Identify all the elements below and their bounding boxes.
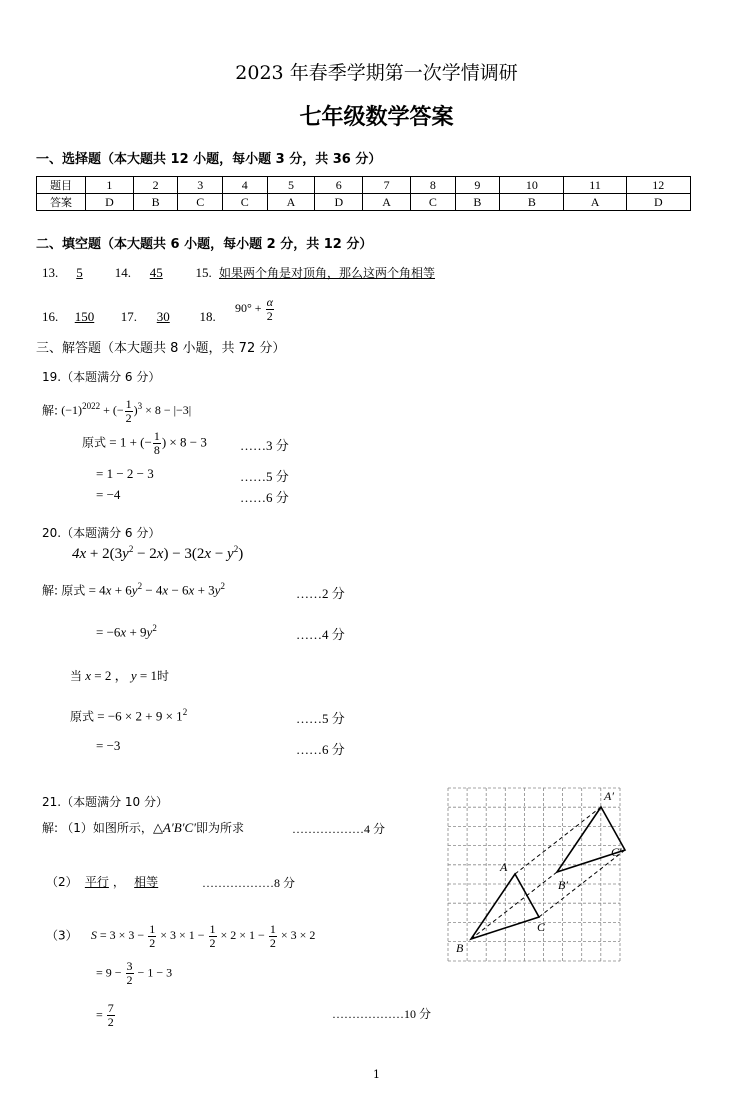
q18-number: 18. bbox=[199, 309, 216, 325]
q19-step2: = 1 − 2 − 3 bbox=[96, 466, 154, 481]
q17-answer: 30 bbox=[156, 309, 170, 325]
table-cell: 11 bbox=[564, 177, 626, 194]
table-cell: 5 bbox=[267, 177, 315, 194]
table-cell: 9 bbox=[455, 177, 500, 194]
table-cell: A bbox=[267, 194, 315, 211]
q21-part2: （2） 平行 ， 相等 bbox=[46, 873, 164, 890]
table-cell: 3 bbox=[178, 177, 223, 194]
table-cell: C bbox=[222, 194, 267, 211]
q20-step2: = $-6x + 9y^2$ bbox=[96, 623, 157, 640]
q19-score3: ……3 分 bbox=[240, 438, 289, 453]
document-title: 2023 年春季学期第一次学情调研 bbox=[235, 62, 518, 84]
q21-step3: = $\frac{7}{2}$ bbox=[96, 1001, 114, 1029]
table-cell: 1 bbox=[86, 177, 134, 194]
table-cell: B bbox=[133, 194, 178, 211]
table-cell: 6 bbox=[315, 177, 363, 194]
section1-title: 一、选择题（本大题共 12 小题，每小题 3 分，共 36 分） bbox=[36, 152, 382, 167]
q16-number: 16. bbox=[42, 309, 59, 325]
table-cell: B bbox=[500, 194, 564, 211]
q20-score4: ……4 分 bbox=[296, 627, 345, 642]
table-cell: D bbox=[626, 194, 690, 211]
q20-step3: 原式 = $-6 \times 2 + 9 \times 1^2$ bbox=[70, 707, 188, 724]
q20-score5: ……5 分 bbox=[296, 711, 345, 726]
table-cell: D bbox=[315, 194, 363, 211]
q19-head: 19.（本题满分 6 分） bbox=[42, 370, 161, 384]
label-b: B bbox=[456, 941, 464, 955]
label-a: A bbox=[500, 860, 508, 874]
q21-head: 21.（本题满分 10 分） bbox=[42, 795, 168, 809]
section3-title: 三、解答题（本大题共 8 小题，共 72 分） bbox=[36, 341, 286, 356]
q20-result: = −3 bbox=[96, 738, 121, 753]
table-cell: 7 bbox=[363, 177, 411, 194]
q19-problem: 解: $(-1)^{2022}$ + (− $\frac{1}{2}$ )$^3$ × 8 − |−3| bbox=[42, 397, 192, 425]
q20-score2: ……2 分 bbox=[296, 586, 345, 601]
fill-row-1 bbox=[42, 264, 449, 281]
label-c-prime: C′ bbox=[611, 845, 622, 859]
triangle-a1b1c1 bbox=[557, 807, 625, 872]
q21-step2: = 9 − $\frac{3}{2}$ − 1 − 3 bbox=[96, 959, 173, 987]
row-label-a: 答案 bbox=[37, 194, 86, 211]
q13-number: 13. bbox=[42, 265, 59, 280]
triangle-grid-figure bbox=[444, 784, 630, 964]
q21-score8: ………………8 分 bbox=[202, 876, 296, 890]
q18-answer: 90° + $\frac{\alpha}{2}$ bbox=[235, 295, 273, 323]
q21-answer-parallel: 平行 bbox=[84, 875, 109, 889]
q15-answer: 如果两个角是对顶角，那么这两个角相等 bbox=[219, 266, 436, 280]
q21-answer-equal: 相等 bbox=[134, 875, 159, 889]
q13-answer: 5 bbox=[76, 265, 83, 280]
table-row-answers bbox=[37, 194, 691, 211]
q15-number: 15. bbox=[195, 265, 212, 280]
table-cell: C bbox=[411, 194, 456, 211]
q20-problem: $4x + 2(3y^2 - 2x) - 3(2x - y^2)$ bbox=[72, 544, 244, 562]
q20-condition: 当 x = 2 ， y = 1时 bbox=[70, 668, 170, 683]
fill-row-2 bbox=[42, 296, 275, 323]
q21-part1: 解: （1）如图所示，△A′B′C′即为所求 bbox=[42, 820, 245, 835]
label-b-prime: B′ bbox=[558, 878, 568, 892]
label-a-prime: A′ bbox=[604, 789, 614, 803]
document-subtitle: 七年级数学答案 bbox=[299, 105, 454, 130]
q20-head: 20.（本题满分 6 分） bbox=[42, 526, 161, 540]
q20-score6: ……6 分 bbox=[296, 742, 345, 757]
q19-step3: = −4 bbox=[96, 487, 121, 502]
table-cell: A bbox=[363, 194, 411, 211]
q19-score5: ……5 分 bbox=[240, 469, 289, 484]
q17-number: 17. bbox=[120, 309, 137, 325]
q14-answer: 45 bbox=[149, 265, 163, 280]
page-number: 1 bbox=[373, 1068, 380, 1081]
table-cell: 8 bbox=[411, 177, 456, 194]
section2-title: 二、填空题（本大题共 6 小题，每小题 2 分，共 12 分） bbox=[36, 237, 373, 252]
q21-part3: （3） S = 3 × 3 − $\frac{1}{2}$ × 3 × 1 − $\frac{1}{2}$ × 2 × 1 − $\frac{1}{2}$ × 3 × 2 bbox=[46, 922, 316, 950]
q16-answer: 150 bbox=[74, 309, 95, 325]
q19-score6: ……6 分 bbox=[240, 490, 289, 505]
row-label-q: 题目 bbox=[37, 177, 86, 194]
q20-step1: 解: 原式 = $4x + 6y^2 - 4x - 6x + 3y^2$ bbox=[42, 581, 225, 598]
q21-score4: ………………4 分 bbox=[292, 822, 386, 836]
table-cell: 12 bbox=[626, 177, 690, 194]
q14-number: 14. bbox=[114, 265, 131, 280]
table-row-questions bbox=[37, 177, 691, 194]
table-cell: A bbox=[564, 194, 626, 211]
answer-table bbox=[36, 176, 691, 211]
table-cell: 4 bbox=[222, 177, 267, 194]
q19-step1: 原式 = 1 + (− $\frac{1}{8}$ ) × 8 − 3 bbox=[82, 429, 207, 457]
table-cell: 2 bbox=[133, 177, 178, 194]
table-cell: C bbox=[178, 194, 223, 211]
table-cell: B bbox=[455, 194, 500, 211]
label-c: C bbox=[537, 920, 546, 934]
q21-score10: ………………10 分 bbox=[332, 1007, 432, 1021]
table-cell: 10 bbox=[500, 177, 564, 194]
table-cell: D bbox=[86, 194, 134, 211]
